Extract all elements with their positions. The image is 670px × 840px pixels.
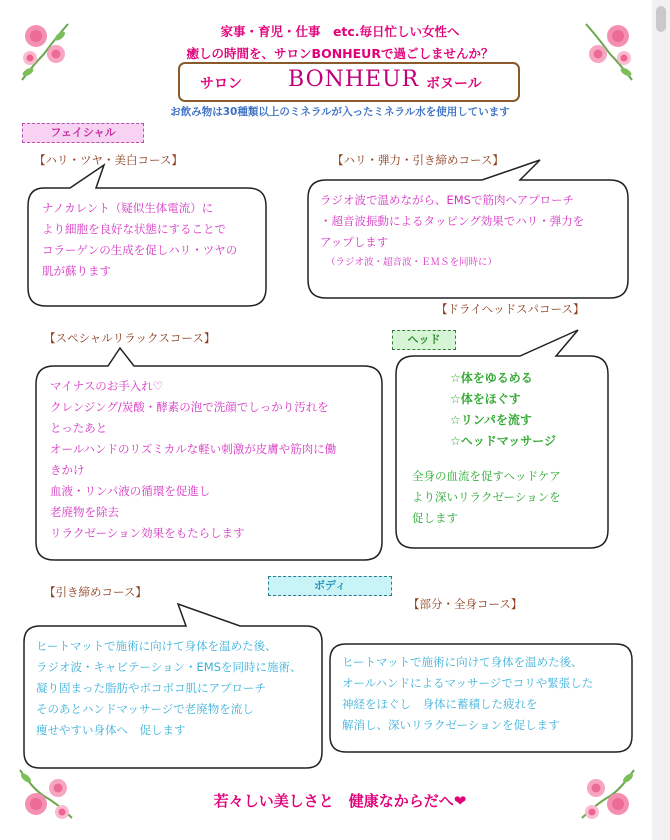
title-bonheur: BONHEUR	[288, 67, 420, 92]
dry-head-points	[450, 368, 600, 452]
text-line: そのあとハンドマッサージで老廃物を流し	[36, 702, 254, 716]
text-line: ラジオ波で温めながら、EMSで筋肉へアプローチ	[320, 193, 575, 207]
text-line: 神経をほぐし 身体に蓄積した疲れを	[342, 697, 538, 711]
text-line: オールハンドによるマッサージでコリや緊張した	[342, 676, 594, 690]
course-title-hari-dan: 【ハリ・弾力・引き締めコース】	[332, 153, 504, 167]
text-line-sub: （ラジオ波・超音波・ＥＭＳを同時に）	[326, 257, 498, 268]
text-line: きかけ	[50, 463, 85, 477]
text-line: より深いリラクゼーションを	[412, 490, 561, 504]
text-line: ラジオ波・キャビテーション・EMSを同時に施術、	[36, 660, 302, 674]
text-line: より細胞を良好な状態にすることで	[42, 222, 226, 236]
vertical-scrollbar[interactable]	[652, 0, 670, 840]
text-line: 促します	[412, 511, 458, 525]
hari-dan-text	[320, 190, 624, 273]
scrollbar-thumb[interactable]	[656, 6, 666, 32]
category-head: ヘッド	[392, 330, 456, 350]
course-title-hari-tsuya: 【ハリ・ツヤ・美白コース】	[34, 153, 183, 167]
hari-tsuya-text	[42, 198, 262, 282]
title-bonheur-kana: ボヌール	[426, 76, 482, 92]
text-line: オールハンドのリズミカルな軽い刺激が皮膚や筋肉に働	[50, 442, 337, 456]
special-text	[50, 376, 378, 544]
text-line: ヒートマットで施術に向けて身体を温めた後、	[36, 639, 277, 653]
text-line: ヒートマットで施術に向けて身体を温めた後、	[342, 655, 583, 669]
text-line: ナノカレント（疑似生体電流）に	[42, 201, 214, 215]
header-line-1: 家事・育児・仕事 etc.毎日忙しい女性へ	[220, 24, 460, 39]
dry-head-text	[412, 466, 602, 529]
course-title-special: 【スペシャルリラックスコース】	[44, 331, 216, 345]
point-item: ☆ヘッドマッサージ	[450, 434, 557, 448]
text-line: とったあと	[50, 421, 108, 435]
text-line: ・超音波振動によるタッピング効果でハリ・弾力を	[320, 214, 585, 228]
text-line: コラーゲンの生成を促しハリ・ツヤの	[42, 243, 238, 257]
text-line: クレンジング/炭酸・酵素の泡で洗顔でしっかり汚れを	[50, 400, 329, 414]
header-line-2: 癒しの時間を、サロンBONHEURで過ごしませんか？	[186, 46, 494, 61]
footer-slogan: 若々しい美しさと 健康なからだへ❤	[213, 792, 467, 810]
text-line: リラクゼーション効果をもたらします	[50, 526, 245, 540]
text-line: 解消し、深いリラクゼーションを促します	[342, 718, 560, 732]
text-line: 老廃物を除去	[50, 505, 119, 519]
point-item: ☆リンパを流す	[450, 413, 532, 427]
course-title-bubun: 【部分・全身コース】	[408, 597, 523, 611]
category-body: ボディ	[268, 576, 392, 596]
category-facial: フェイシャル	[22, 123, 144, 143]
title-salon: サロン	[200, 76, 242, 92]
text-line: 痩せやすい身体へ 促します	[36, 723, 186, 737]
text-line: 全身の血流を促すヘッドケア	[412, 469, 561, 483]
point-item: ☆体をほぐす	[450, 392, 521, 406]
course-title-dry-head: 【ドライヘッドスパコース】	[436, 302, 585, 316]
text-line: アップします	[320, 235, 389, 249]
course-title-hikishime: 【引き締めコース】	[44, 585, 147, 599]
text-line: マイナスのお手入れ♡	[50, 379, 164, 393]
text-line: 凝り固まった脂肪やボコボコ肌にアプローチ	[36, 681, 266, 695]
water-note: お飲み物は30種類以上のミネラルが入ったミネラル水を使用しています	[170, 106, 510, 118]
text-line: 血液・リンパ液の循環を促進し	[50, 484, 211, 498]
bubun-text	[342, 652, 626, 736]
point-item: ☆体をゆるめる	[450, 371, 533, 385]
text-line: 肌が蘇ります	[42, 264, 111, 278]
hikishime-text	[36, 636, 320, 741]
